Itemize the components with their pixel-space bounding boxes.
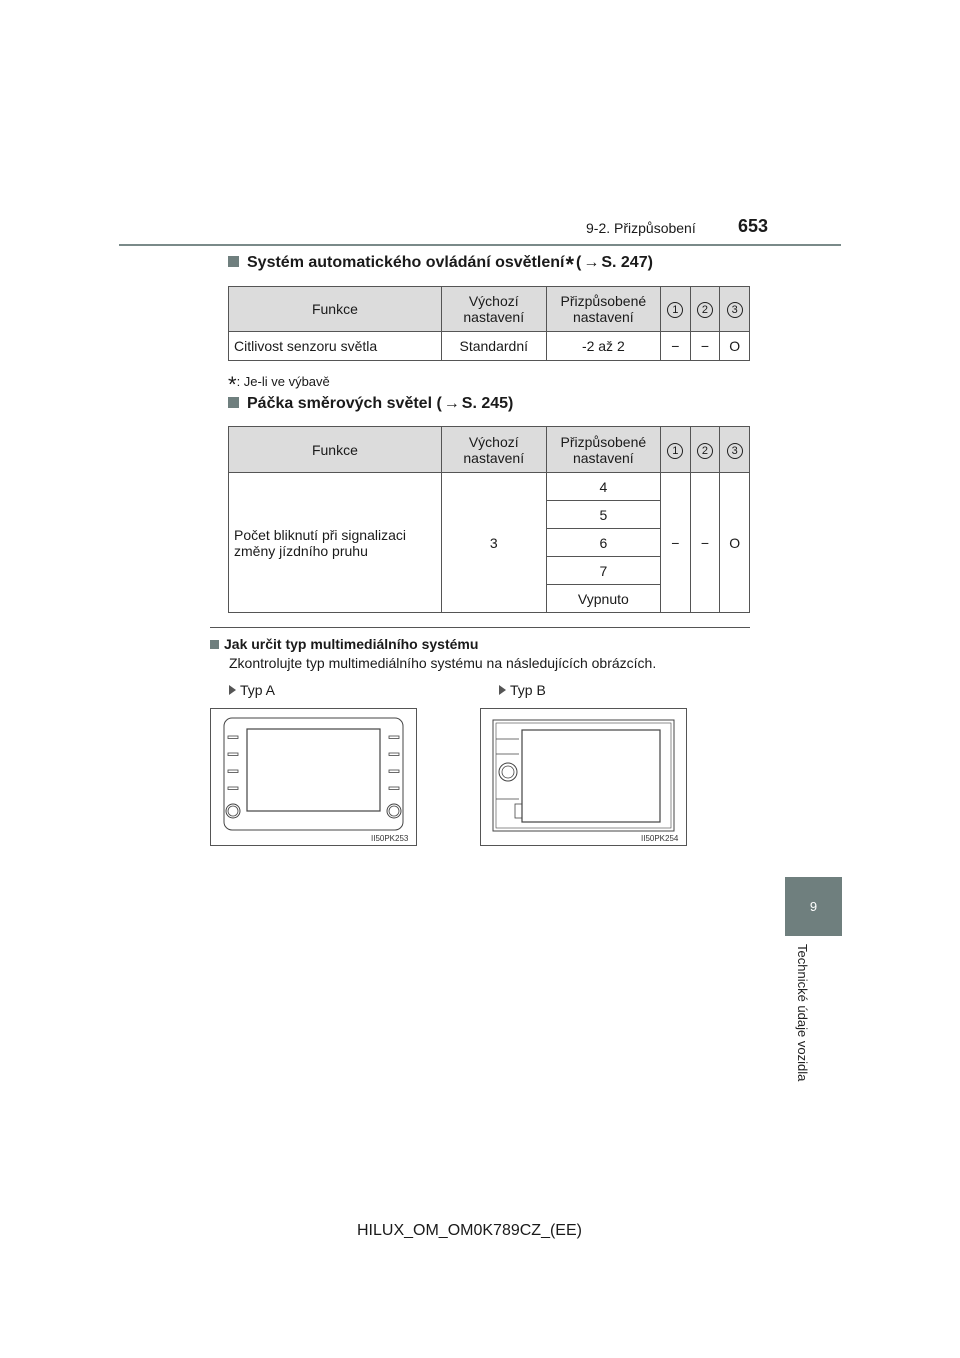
separator-rule <box>210 627 750 628</box>
header-col3 <box>720 287 750 332</box>
circled-number-2: 2 <box>697 443 713 459</box>
header-function: Funkce <box>229 287 442 332</box>
chapter-number: 9 <box>809 899 818 914</box>
cell-col2: − <box>690 473 720 613</box>
square-bullet-icon <box>210 640 219 649</box>
header-custom: Přizpůsobené nastavení <box>546 287 660 332</box>
footnote-asterisk: * <box>228 372 237 397</box>
cell-col3: O <box>720 473 750 613</box>
cell-function: Počet bliknutí při signalizaci změny jízdního pruhu <box>229 473 442 613</box>
note-title <box>210 636 478 652</box>
section2-heading <box>228 395 513 413</box>
chapter-label: Technické údaje vozidla <box>795 944 810 1082</box>
section1-heading <box>228 252 653 277</box>
circled-number-3: 3 <box>727 302 743 318</box>
chapter-tab[interactable] <box>785 877 842 936</box>
figure-code: II50PK254 <box>641 834 679 843</box>
footnote-text: : Je-li ve výbavě <box>236 374 330 389</box>
cell-option: Vypnuto <box>546 585 660 613</box>
arrow-right-icon: → <box>443 395 460 412</box>
header-function: Funkce <box>229 427 442 473</box>
light-sensor-table <box>228 286 750 361</box>
type-a-label <box>229 682 275 698</box>
header-col1 <box>661 287 691 332</box>
square-bullet-icon <box>228 397 239 408</box>
figure-code: II50PK253 <box>371 834 409 843</box>
cell-default: Standardní <box>441 332 546 361</box>
note-title-text: Jak určit typ multimediálního systému <box>224 636 479 652</box>
section-header: 9-2. Přizpůsobení <box>586 220 696 236</box>
cell-default: 3 <box>441 473 546 613</box>
header-col1 <box>661 427 691 473</box>
header-col2 <box>690 287 720 332</box>
triangle-bullet-icon <box>499 685 506 695</box>
cell-function: Citlivost senzoru světla <box>229 332 442 361</box>
table-row <box>229 473 750 501</box>
type-a-text: Typ A <box>240 682 276 698</box>
section1-title: Systém automatického ovládání osvětlení <box>247 254 565 271</box>
header-custom: Přizpůsobené nastavení <box>546 427 660 473</box>
circled-number-1: 1 <box>667 302 683 318</box>
header-col2 <box>690 427 720 473</box>
document-code-footer: HILUX_OM_OM0K789CZ_(EE) <box>357 1222 582 1239</box>
cell-option: 6 <box>546 529 660 557</box>
cell-custom: -2 až 2 <box>546 332 660 361</box>
section1-ref[interactable]: S. 247) <box>601 254 653 271</box>
header-default: Výchozí nastavení <box>441 427 546 473</box>
type-b-text: Typ B <box>510 682 546 698</box>
header-rule <box>119 244 841 246</box>
cell-col1: − <box>661 332 691 361</box>
figure-type-a <box>210 708 417 846</box>
cell-option: 4 <box>546 473 660 501</box>
circled-number-1: 1 <box>667 443 683 459</box>
asterisk-mark: * <box>565 252 574 277</box>
square-bullet-icon <box>228 256 239 267</box>
header-default: Výchozí nastavení <box>441 287 546 332</box>
multimedia-type-b-illustration <box>481 709 686 845</box>
header-col3 <box>720 427 750 473</box>
page-number: 653 <box>738 216 769 236</box>
cell-col1: − <box>661 473 691 613</box>
cell-option: 7 <box>546 557 660 585</box>
section1-ref-open: ( <box>576 254 582 271</box>
footnote <box>228 366 330 397</box>
arrow-right-icon: → <box>583 254 600 271</box>
note-text: Zkontrolujte typ multimediálního systému na následujících obrázcích. <box>229 655 657 671</box>
multimedia-type-a-illustration <box>211 709 416 845</box>
triangle-bullet-icon <box>229 685 236 695</box>
figure-type-b <box>480 708 687 846</box>
cell-col3: O <box>720 332 750 361</box>
cell-option: 5 <box>546 501 660 529</box>
circled-number-2: 2 <box>697 302 713 318</box>
section2-ref-open: ( <box>436 395 442 412</box>
turn-signal-table <box>228 426 750 613</box>
circled-number-3: 3 <box>727 443 743 459</box>
section2-title: Páčka směrových světel <box>247 395 433 412</box>
table-row <box>229 332 750 361</box>
section2-ref[interactable]: S. 245) <box>461 395 514 412</box>
type-b-label <box>499 682 546 698</box>
cell-col2: − <box>690 332 720 361</box>
